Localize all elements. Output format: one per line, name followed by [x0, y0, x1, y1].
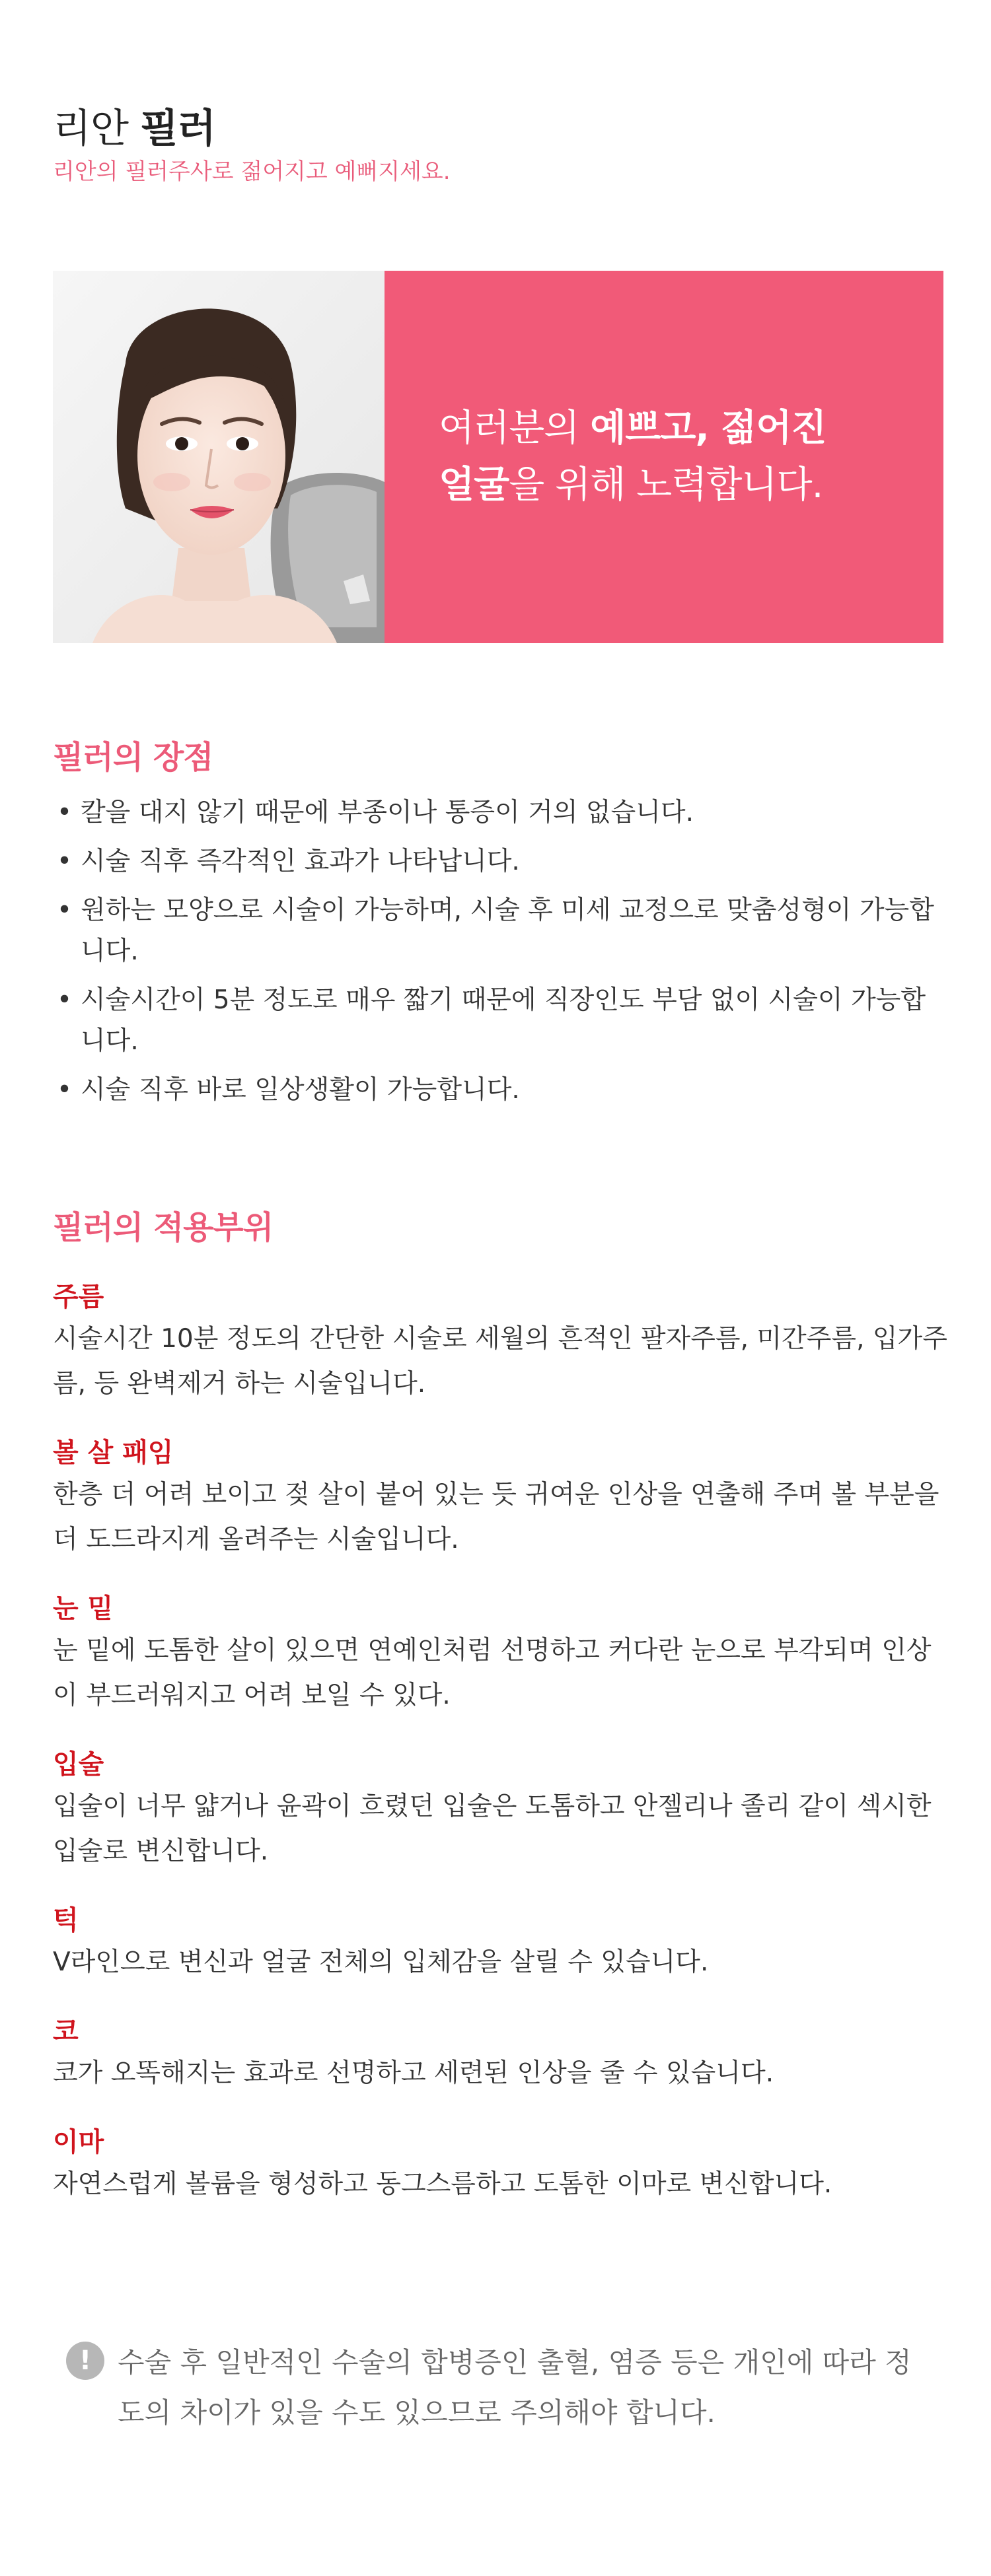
area-heading: 코: [53, 2016, 79, 2046]
advantage-item: • 시술시간이 5분 정도로 매우 짧기 때문에 직장인도 부담 없이 시술이 가능합니다.: [53, 980, 938, 1062]
page-title: [53, 106, 451, 152]
area-description: 입술이 너무 얇거나 윤곽이 흐렸던 입술은 도톰하고 안젤리나 졸리 같이 섹시한 입술로 변신합니다.: [53, 1792, 932, 1866]
exclamation-icon: !: [66, 2342, 104, 2380]
advantage-item: • 칼을 대지 않기 때문에 부종이나 통증이 거의 없습니다.: [53, 792, 938, 833]
caution-text: 수술 후 일반적인 수술의 합병증인 출혈, 염증 등은 개인에 따라 정도의 차이가 있을 수도 있으므로 주의해야 합니다.: [118, 2346, 912, 2429]
caution-notice: [66, 2338, 938, 2438]
model-portrait-image: [53, 271, 385, 643]
hero-message: [439, 400, 826, 514]
area-heading: 주름: [53, 1282, 104, 1312]
area-heading: 이마: [53, 2127, 104, 2157]
hero-line-1-bold: 예쁘고, 젊어진: [590, 407, 826, 450]
hero-line-1: [439, 400, 826, 457]
advantage-item: • 시술 직후 바로 일상생활이 가능합니다.: [53, 1070, 938, 1111]
hero-line-2: [439, 457, 826, 514]
area-wrinkles: [53, 1280, 951, 1407]
area-description: 코가 오똑해지는 효과로 선명하고 세련된 인상을 줄 수 있습니다.: [53, 2058, 774, 2088]
page-title-strong: 필러: [140, 106, 215, 152]
area-heading: 턱: [53, 1905, 79, 1935]
bullet-icon: •: [57, 985, 73, 1015]
bullet-icon: •: [57, 895, 73, 925]
hero-line-2-post: 을 위해 노력합니다.: [509, 464, 823, 506]
area-description: 시술시간 10분 정도의 간단한 시술로 세월의 흔적인 팔자주름, 미간주름, 입가주름, 등 완벽제거 하는 시술입니다.: [53, 1324, 947, 1399]
area-heading: 눈 밑: [53, 1593, 114, 1624]
area-heading: 볼 살 패임: [53, 1438, 174, 1468]
bullet-icon: •: [57, 798, 73, 827]
page-title-prefix: 리안: [53, 106, 140, 152]
area-description: 한층 더 어려 보이고 젖 살이 붙어 있는 듯 귀여운 인상을 연출해 주며 볼 부분을 더 도드라지게 올려주는 시술입니다.: [53, 1480, 939, 1554]
area-forehead: [53, 2125, 951, 2207]
area-lips: [53, 1747, 951, 1874]
area-heading: 입술: [53, 1749, 104, 1780]
area-under-eye: [53, 1591, 951, 1718]
area-chin: [53, 1903, 951, 1985]
area-nose: [53, 2014, 951, 2096]
area-cheek: [53, 1436, 951, 1562]
page-subtitle: 리안의 필러주사로 젊어지고 예뻐지세요.: [53, 158, 451, 185]
advantages-title: 필러의 장점: [53, 739, 213, 776]
advantage-item: • 원하는 모양으로 시술이 가능하며, 시술 후 미세 교정으로 맞춤성형이 가능합니다.: [53, 890, 938, 972]
area-description: 눈 밑에 도톰한 살이 있으면 연예인처럼 선명하고 커다란 눈으로 부각되며 인상이 부드러워지고 어려 보일 수 있다.: [53, 1636, 932, 1710]
advantages-list: [53, 792, 938, 1119]
bullet-icon: •: [57, 1075, 73, 1105]
hero-line-2-bold: 얼굴: [439, 464, 509, 506]
area-description: 자연스럽게 볼륨을 형성하고 동그스름하고 도톰한 이마로 변신합니다.: [53, 2169, 832, 2199]
bullet-icon: •: [57, 847, 73, 876]
area-description: V라인으로 변신과 얼굴 전체의 입체감을 살릴 수 있습니다.: [53, 1947, 709, 1977]
advantage-item: • 시술 직후 즉각적인 효과가 나타납니다.: [53, 841, 938, 882]
hero-line-1-pre: 여러분의: [439, 407, 591, 450]
page-header: [53, 106, 451, 185]
areas-title: 필러의 적용부위: [53, 1209, 274, 1246]
hero-message-panel: [385, 271, 943, 643]
hero-banner: [53, 271, 943, 643]
